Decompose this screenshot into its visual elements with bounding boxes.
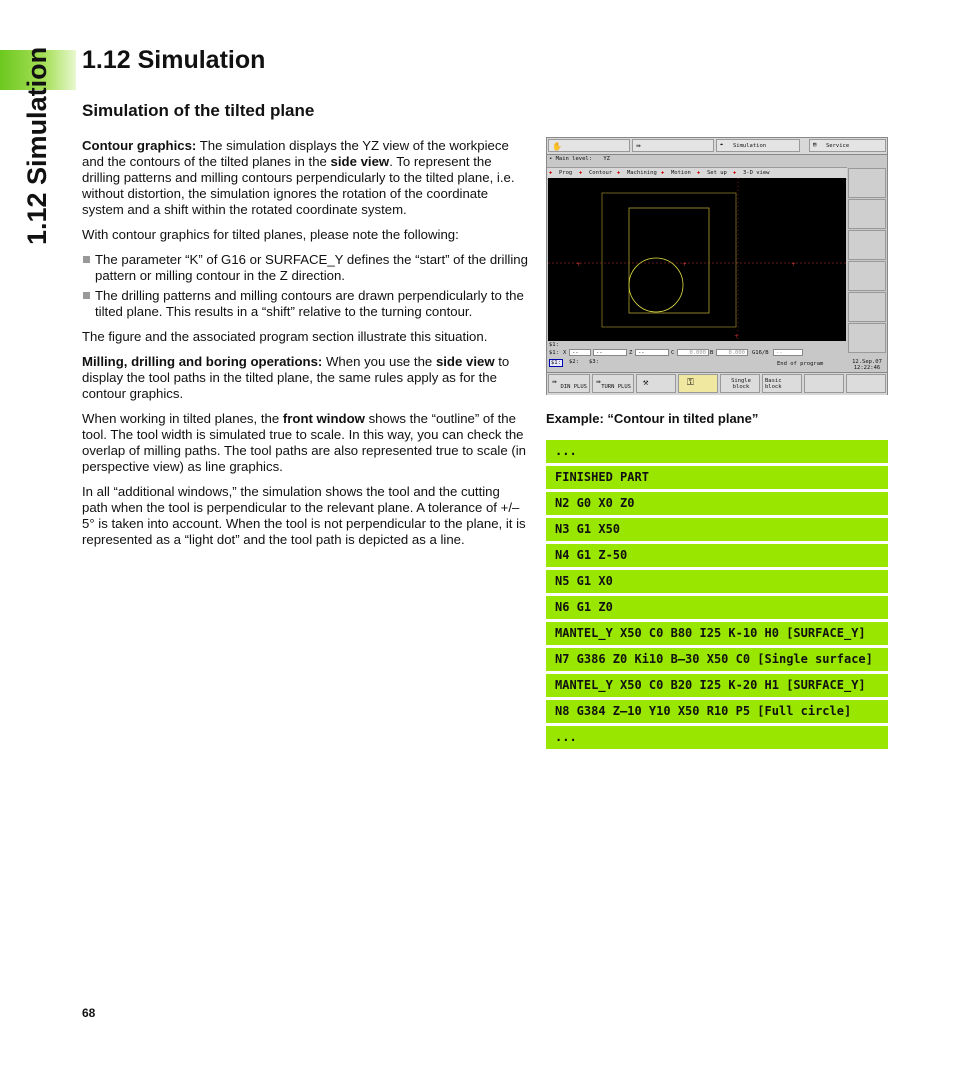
simulation-screenshot — [546, 137, 888, 395]
softkey[interactable] — [848, 323, 886, 353]
softkey[interactable] — [848, 168, 886, 198]
paragraph-front-window: When working in tilted planes, the front window shows the “outline” of the tool. The tool width is simulated true to scale. In this way, you can check the overlap of milling paths. The tool paths are also represented true to scale (in perspective view) as line graphics. — [82, 411, 526, 474]
softkey-empty[interactable] — [846, 374, 886, 393]
menu-item-prog[interactable]: Prog — [559, 170, 573, 176]
simulation-icon: ⌖ — [720, 142, 724, 148]
screenshot-tabbar — [547, 138, 887, 155]
softkey-column — [847, 167, 887, 359]
g16-field: -- — [773, 349, 803, 356]
slot-2[interactable]: $2: — [569, 359, 579, 365]
svg-text:+: + — [576, 261, 582, 268]
field-2: -- — [593, 349, 627, 356]
svg-text:+: + — [734, 333, 740, 340]
clock: 12.Sep.07 12:22:46 — [852, 359, 882, 371]
menu-icon: ✚ — [617, 170, 621, 176]
simulation-graphic — [548, 178, 846, 341]
slot-1[interactable]: $1: — [551, 360, 561, 366]
code-line: ... — [546, 440, 888, 463]
bullet-icon: • — [549, 156, 553, 162]
svg-text:+: + — [682, 261, 688, 268]
hand-icon: ✋ — [552, 142, 562, 151]
section-title: Simulation of the tilted plane — [82, 101, 315, 120]
tool-icon: ⚒ — [643, 378, 649, 388]
tool-button[interactable] — [636, 374, 676, 393]
menu-item-motion[interactable]: Motion — [671, 170, 691, 176]
example-caption: Example: “Contour in tilted plane” — [546, 411, 759, 426]
paragraph-milling: Milling, drilling and boring operations: When you use the side view to display the tool paths in the tilted plane, the same rules apply as for the contour graphics. — [82, 354, 510, 401]
softkey-empty[interactable] — [804, 374, 844, 393]
din-plus-icon: ⇛ — [552, 377, 557, 386]
menu-item-setup[interactable]: Set up — [707, 170, 727, 176]
code-line: N3 G1 X50 — [546, 518, 888, 541]
basic-block-button[interactable]: Basic block — [762, 374, 802, 393]
code-line: MANTEL_Y X50 C0 B80 I25 K-10 H0 [SURFACE_Y] — [546, 622, 888, 645]
key-button[interactable] — [678, 374, 718, 393]
key-icon: ⚿ — [687, 378, 694, 388]
tab-arrow[interactable] — [632, 139, 714, 152]
body-text — [82, 138, 528, 557]
code-line: N4 G1 Z-50 — [546, 544, 888, 567]
workpiece-outline — [602, 193, 736, 327]
menu-icon: ✚ — [579, 170, 583, 176]
menu-icon: ✚ — [697, 170, 701, 176]
c-field: 0.000 — [677, 349, 709, 356]
menu-item-machining[interactable]: Machining — [627, 170, 657, 176]
program-status: End of program — [777, 361, 824, 367]
single-block-button[interactable]: Single block — [720, 374, 760, 393]
softkey[interactable] — [848, 230, 886, 260]
tab-simulation[interactable]: ⌖ Simulation — [716, 139, 800, 152]
simulation-canvas — [548, 178, 846, 341]
menu-item-3d-view[interactable]: 3-D view — [743, 170, 770, 176]
menu-icon: ✚ — [733, 170, 737, 176]
svg-text:+: + — [791, 261, 797, 268]
list-item: The drilling patterns and milling contours are drawn perpendicularly to the tilted plane. This results in a “shift” relative to the turning contour. — [82, 288, 528, 320]
softkey[interactable] — [848, 199, 886, 229]
menu-icon: ✚ — [661, 170, 665, 176]
code-line: ... — [546, 726, 888, 749]
code-listing — [546, 440, 888, 752]
softkey[interactable] — [848, 261, 886, 291]
arrow-icon: ⇛ — [636, 141, 641, 150]
z-field: -- — [635, 349, 669, 356]
code-line: MANTEL_Y X50 C0 B20 I25 K-20 H1 [SURFACE_Y] — [546, 674, 888, 697]
service-icon: ▤ — [813, 142, 817, 148]
code-line: N5 G1 X0 — [546, 570, 888, 593]
softkey[interactable] — [848, 292, 886, 322]
page-number: 68 — [82, 1006, 96, 1020]
position-display: $1: $1: X -- -- Z -- C 0.000 B 0.000 G16/B -- $1: $2: $3: End of program — [549, 342, 824, 367]
code-line: N7 G386 Z0 Ki10 B–30 X50 C0 [Single surface] — [546, 648, 888, 671]
list-item: The parameter “K” of G16 or SURFACE_Y defines the “start” of the drilling pattern or milling contour in the Z direction. — [82, 252, 528, 284]
code-line: FINISHED PART — [546, 466, 888, 489]
bottom-softkeys — [547, 372, 887, 395]
code-line: N2 G0 X0 Z0 — [546, 492, 888, 515]
x-field: -- — [569, 349, 591, 356]
slot-3[interactable]: $3: — [589, 359, 599, 365]
code-line: N6 G1 Z0 — [546, 596, 888, 619]
tab-hand[interactable] — [548, 139, 630, 152]
paragraph-contour-graphics: Contour graphics: The simulation displays the YZ view of the workpiece and the contours of the tilted planes in the side view. To represent the drilling patterns and milling contours perpendicularly to the tilted plane, i.e. without distortion, the simulation ignores the rotation of the coordinate system and a shift within the rotated coordinate system. — [82, 138, 515, 217]
milling-circle — [629, 258, 683, 312]
paragraph-additional-windows: In all “additional windows,” the simulation shows the tool and the cutting path when the tool is perpendicular to the relevant plane. A tolerance of +/– 5° is taken into account. When the tool is not perpendicular to the plane, it is represented as a “light dot” and the tool path is depicted as a line. — [82, 484, 526, 547]
turn-plus-button[interactable]: ⇛ TURN PLUS — [592, 374, 634, 393]
menu-item-contour[interactable]: Contour — [589, 170, 613, 176]
menu-icon: ✚ — [549, 170, 553, 176]
code-line: N8 G384 Z–10 Y10 X50 R10 P5 [Full circle] — [546, 700, 888, 723]
tab-service[interactable]: ▤ Service — [809, 139, 886, 152]
turn-plus-icon: ⇛ — [596, 377, 601, 386]
b-field: 0.000 — [716, 349, 748, 356]
paragraph-figure-note: The figure and the associated program section illustrate this situation. — [82, 329, 488, 344]
level-row: • Main level: YZ — [549, 156, 610, 162]
page-title: 1.12 Simulation — [82, 46, 266, 74]
bullet-list — [82, 252, 528, 320]
tilted-plane-outline — [629, 208, 709, 313]
din-plus-button[interactable]: ⇛ DIN PLUS — [548, 374, 590, 393]
paragraph-note-intro: With contour graphics for tilted planes, please note the following: — [82, 227, 459, 242]
